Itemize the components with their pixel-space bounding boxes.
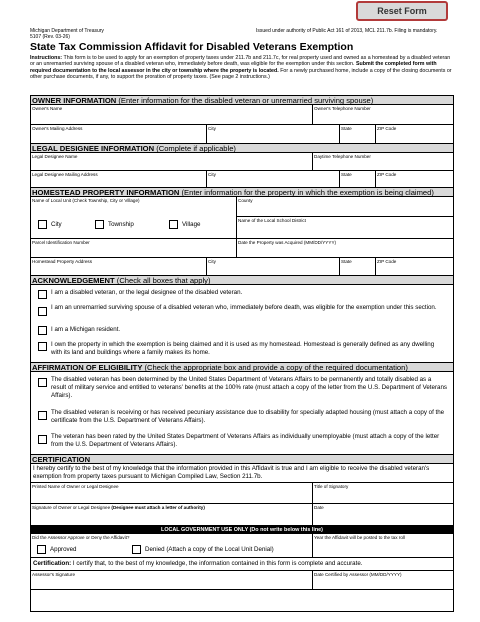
designee-phone-field[interactable]: Daytime Telephone Number: [313, 153, 453, 171]
instructions-lead: Instructions:: [30, 55, 63, 61]
ack-item-3: I am a Michigan resident.: [51, 326, 121, 333]
certification-section-header: CERTIFICATION: [31, 454, 453, 464]
acknowledgement-section-header: ACKNOWLEDGEMENT (Check all boxes that apply): [31, 275, 453, 285]
designee-section-header: LEGAL DESIGNEE INFORMATION (Complete if applicable): [31, 143, 453, 153]
signatory-title-field[interactable]: Title of Signatory: [313, 482, 453, 504]
instructions-text-1: This form is to be used to apply for an exemption of property taxes under 211.7b and 211.7c, for real property used and owned as a homestead by a disabled veteran or an unremarried surviving spouse of a disabled veteran who, immediately before death, was eligible for the exemption under this section.: [30, 55, 451, 68]
ack-item-4: I own the property in which the exemption is being claimed and it is used as my homestead. Homestead is generally defined as any dwelling with its land and buildings where a family makes its home.: [51, 341, 435, 356]
certification-statement: I hereby certify to the best of my knowledge that the information provided in this Affidavit is true and I am eligible to receive the disabled veteran's exemption from property taxes pursuant to Michigan Compiled Law, Section 211.7b.: [33, 465, 430, 480]
date-certified-field[interactable]: Date Certified by Assessor (MM/DD/YYYY): [313, 570, 453, 590]
ack-michigan-resident-checkbox[interactable]: [38, 326, 47, 335]
township-checkbox[interactable]: [95, 220, 104, 229]
owner-zip-field[interactable]: ZIP Code: [376, 125, 453, 144]
designee-name-field[interactable]: Legal Designee Name: [31, 153, 313, 171]
village-checkbox[interactable]: [169, 220, 178, 229]
local-unit-field: Name of Local Unit (Check Township, City or Village): [31, 197, 237, 239]
assessor-signature-field[interactable]: Assessor's Signature: [31, 570, 313, 590]
owner-name-field[interactable]: Owner's Name: [31, 105, 313, 125]
approved-label: Approved: [50, 546, 77, 553]
denied-checkbox[interactable]: [132, 545, 141, 554]
county-field[interactable]: County: [237, 197, 453, 217]
date-acquired-field[interactable]: Date the Property was Acquired (MM/DD/YYYY): [237, 239, 453, 258]
department-name: Michigan Department of Treasury: [30, 28, 104, 34]
owner-state-field[interactable]: State: [340, 125, 376, 144]
instructions-bold: Submit the completed form with required documentation to the local assessor in the city or township where the property is located.: [30, 61, 437, 74]
assessor-certification: Certification: I certify that, to the best of my knowledge, the information contained in this form is complete and accurate.: [33, 560, 363, 567]
printed-name-field[interactable]: Printed Name of Owner or Legal Designee: [31, 482, 313, 504]
eligibility-section-header: AFFIRMATION OF ELIGIBILITY (Check the appropriate box and provide a copy of the required documentation): [31, 362, 453, 372]
page-title: State Tax Commission Affidavit for Disabled Veterans Exemption: [30, 41, 354, 53]
homestead-address-field[interactable]: Homestead Property Address: [31, 258, 207, 276]
owner-address-field[interactable]: Owner's Mailing Address: [31, 125, 207, 144]
elig-adapted-housing-checkbox[interactable]: [38, 411, 47, 420]
homestead-state-field[interactable]: State: [340, 258, 376, 276]
ack-homestead-checkbox[interactable]: [38, 342, 47, 351]
parcel-id-field[interactable]: Parcel Identification Number: [31, 239, 237, 258]
ack-item-1: I am a disabled veteran, or the legal designee of the disabled veteran.: [51, 289, 243, 296]
designee-state-field[interactable]: State: [340, 171, 376, 188]
city-option-label: City: [51, 221, 62, 228]
owner-signature-field[interactable]: Signature of Owner or Legal Designee (Designee must attach a letter of authority): [31, 504, 313, 526]
elig-unemployable-checkbox[interactable]: [38, 435, 47, 444]
designee-address-field[interactable]: Legal Designee Mailing Address: [31, 171, 207, 188]
elig-totally-disabled-checkbox[interactable]: [38, 378, 47, 387]
ack-surviving-spouse-checkbox[interactable]: [38, 307, 47, 316]
elig-item-1: The disabled veteran has been determined by the United States Department of Veterans Affairs to be permanently and totally disabled as a result of military service and entitled to veterans' benefits at the 100% rate (must attach a copy of the letter from the U.S. Department of Veterans Affairs).: [51, 376, 448, 399]
instructions-text-2: For a newly purchased home, include a copy of the closing documents or other purchase documents, if any, to support the proration of property taxes. (See page 2 instructions.): [30, 67, 452, 80]
approved-checkbox[interactable]: [37, 545, 46, 554]
reset-form-button[interactable]: Reset Form: [356, 1, 448, 21]
elig-item-2: The disabled veteran is receiving or has received pecuniary assistance due to disability for specially adapted housing (must attach a copy of the certificate from the U.S. Department of Veterans Affairs).: [51, 409, 445, 424]
owner-city-field[interactable]: City: [207, 125, 340, 144]
designee-city-field[interactable]: City: [207, 171, 340, 188]
local-government-bar: LOCAL GOVERNMENT USE ONLY (Do not write below this line): [31, 526, 453, 534]
instructions: [30, 55, 453, 80]
homestead-zip-field[interactable]: ZIP Code: [376, 258, 453, 276]
approve-deny-field: Did the Assessor Approve or Deny the Affidavit?: [31, 534, 313, 558]
homestead-city-field[interactable]: City: [207, 258, 340, 276]
elig-item-3: The veteran has been rated by the United States Department of Veterans Affairs as individually unemployable (must attach a copy of the letter from the U.S. Department of Veterans Affairs).: [51, 433, 440, 448]
ack-item-2: I am an unremarried surviving spouse of a disabled veteran who, immediately before death, was eligible for the exemption under this section.: [51, 304, 437, 311]
owner-section-header: OWNER INFORMATION (Enter information for the disabled veteran or unremarried surviving spouse): [31, 95, 453, 105]
authority-note: Issued under authority of Public Act 161 of 2013, MCL 211.7b. Filing is mandatory.: [256, 28, 438, 34]
owner-phone-field[interactable]: Owner's Telephone Number: [313, 105, 453, 125]
form-number: 5107 (Rev. 03-26): [30, 34, 70, 40]
designee-zip-field[interactable]: ZIP Code: [376, 171, 453, 188]
year-posted-field[interactable]: Year the Affidavit will be posted to the tax roll: [313, 534, 453, 558]
village-option-label: Village: [182, 221, 201, 228]
affidavit-form: [30, 95, 454, 612]
ack-disabled-veteran-checkbox[interactable]: [38, 290, 47, 299]
township-option-label: Township: [108, 221, 134, 228]
homestead-section-header: HOMESTEAD PROPERTY INFORMATION (Enter information for the property in which the exemption is being claimed): [31, 187, 453, 197]
denied-label: Denied (Attach a copy of the Local Unit Denial): [145, 546, 274, 553]
signature-date-field[interactable]: Date: [313, 504, 453, 526]
city-checkbox[interactable]: [38, 220, 47, 229]
school-district-field[interactable]: Name of the Local School District: [237, 217, 453, 239]
